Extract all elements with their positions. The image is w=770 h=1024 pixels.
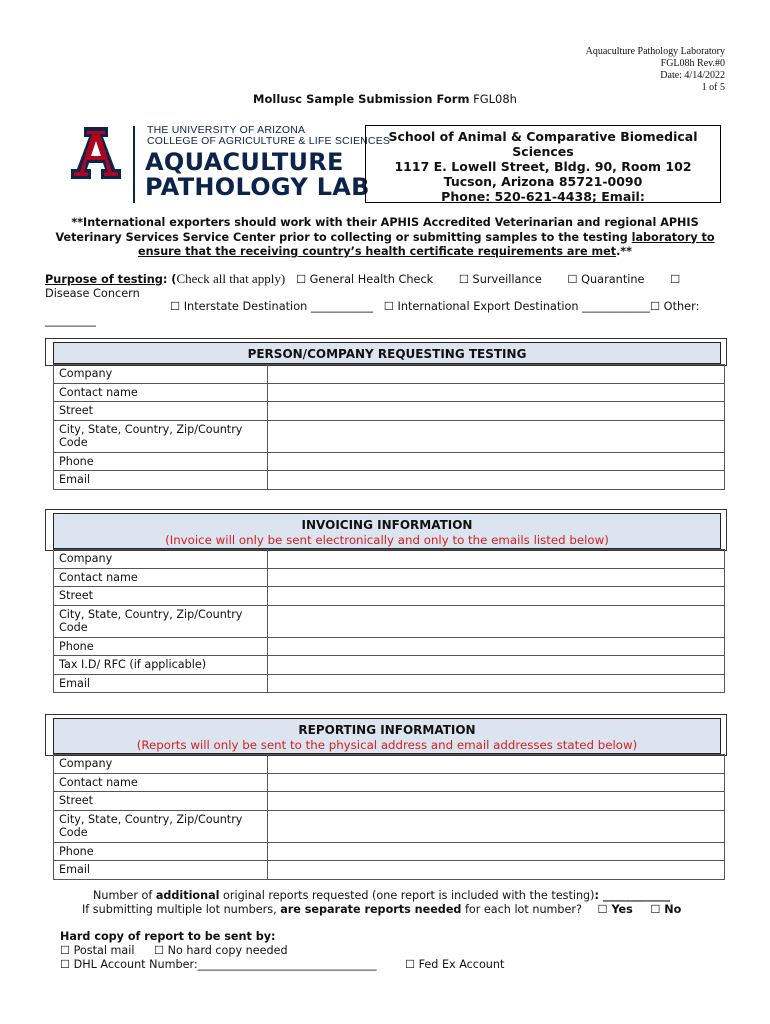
email-field[interactable] xyxy=(268,471,725,490)
phone-field[interactable] xyxy=(268,842,725,861)
row-label: Contact name xyxy=(54,773,268,792)
logo-line-aquaculture: AQUACULTURE xyxy=(145,148,344,176)
logo-lab-name xyxy=(145,150,370,200)
requesting-title: PERSON/COMPANY REQUESTING TESTING xyxy=(247,347,527,361)
hard-copy-options xyxy=(60,944,288,958)
doc-lab: Aquaculture Pathology Laboratory xyxy=(585,46,725,57)
intl-line-3-text: ensure that the receiving country’s health certificate requirements are met xyxy=(137,245,617,258)
form-code: FGL08h xyxy=(473,92,517,106)
email-field[interactable] xyxy=(268,674,725,693)
tax-id-field[interactable] xyxy=(268,656,725,675)
international-note xyxy=(45,216,725,260)
lot-a: If submitting multiple lot numbers, xyxy=(82,903,281,916)
checkbox-postal-mail[interactable]: ☐ Postal mail xyxy=(60,944,135,957)
row-label: Email xyxy=(54,471,268,490)
checkbox-no-hard-copy[interactable]: ☐ No hard copy needed xyxy=(154,944,288,957)
requesting-header-wrap xyxy=(45,338,727,366)
city-field[interactable] xyxy=(268,605,725,637)
row-label: Phone xyxy=(54,637,268,656)
checkbox-fedex[interactable]: ☐ Fed Ex Account xyxy=(405,958,505,971)
company-field[interactable] xyxy=(268,550,725,569)
other-blank[interactable]: _________ xyxy=(45,314,96,327)
form-title-bold: Mollusc Sample Submission Form xyxy=(253,92,470,106)
doc-page: 1 of 5 xyxy=(701,82,725,93)
invoicing-header xyxy=(53,513,721,549)
intl-line-1: **International exporters should work with their APHIS Accredited Veterinarian and regional APHIS xyxy=(71,216,699,229)
purpose-label: Purpose of testing xyxy=(45,273,163,286)
logo-divider xyxy=(133,126,135,203)
logo-line-university: THE UNIVERSITY OF ARIZONA xyxy=(147,124,306,136)
disease-concern-label: Disease Concern xyxy=(45,287,140,300)
street-field[interactable] xyxy=(268,587,725,606)
row-label: Street xyxy=(54,402,268,421)
doc-revision: FGL08h Rev.#0 xyxy=(660,58,725,69)
company-field[interactable] xyxy=(268,365,725,384)
address-line-4: Tucson, Arizona 85721-0090 xyxy=(443,174,643,189)
table-row xyxy=(54,587,725,606)
table-row xyxy=(54,568,725,587)
row-label: Contact name xyxy=(54,383,268,402)
table-row xyxy=(54,420,725,452)
row-label: Contact name xyxy=(54,568,268,587)
table-row xyxy=(54,402,725,421)
additional-reports-field[interactable]: : ____________ xyxy=(594,889,671,902)
checkbox-interstate[interactable]: ☐ Interstate Destination ___________ xyxy=(170,300,373,313)
requesting-header xyxy=(53,342,721,364)
block-a-logo-icon xyxy=(66,125,126,181)
row-label: Company xyxy=(54,755,268,774)
intl-line-2b: laboratory to xyxy=(631,230,715,244)
requesting-table xyxy=(53,364,725,490)
dhl-line xyxy=(60,958,377,972)
address-box xyxy=(365,125,721,203)
row-label: City, State, Country, Zip/Country Code xyxy=(54,810,268,842)
address-line-2: Sciences xyxy=(512,144,574,159)
num-b: additional xyxy=(155,889,220,902)
row-label: Phone xyxy=(54,842,268,861)
reporting-subtitle: (Reports will only be sent to the physical address and email addresses stated below) xyxy=(136,738,638,752)
reporting-header-wrap xyxy=(45,714,727,756)
doc-date: Date: 4/14/2022 xyxy=(660,70,725,81)
invoicing-title: INVOICING INFORMATION xyxy=(301,518,473,532)
checkbox-dhl[interactable]: ☐ DHL Account Number:________________________________ xyxy=(60,958,377,971)
invoicing-subtitle: (Invoice will only be sent electronically and only to the emails listed below) xyxy=(165,533,609,547)
hard-copy-title: Hard copy of report to be sent by: xyxy=(60,930,276,943)
num-a: Number of xyxy=(93,889,156,902)
table-row xyxy=(54,471,725,490)
row-label: City, State, Country, Zip/Country Code xyxy=(54,420,268,452)
lot-numbers-line xyxy=(82,903,681,917)
document-info xyxy=(465,46,725,94)
intl-line-3 xyxy=(45,245,725,260)
logo-university xyxy=(147,125,390,147)
row-label: Tax I.D/ RFC (if applicable) xyxy=(54,656,268,675)
purpose-row-2 xyxy=(170,300,699,313)
table-row xyxy=(54,383,725,402)
checkbox-international-export[interactable]: ☐ International Export Destination ____________ xyxy=(383,300,650,313)
table-row xyxy=(54,842,725,861)
row-label: Street xyxy=(54,792,268,811)
checkbox-other[interactable]: ☐ Other: xyxy=(649,300,700,313)
checkbox-disease-concern[interactable]: ☐ xyxy=(670,273,681,286)
table-row xyxy=(54,773,725,792)
contact-name-field[interactable] xyxy=(268,568,725,587)
checkbox-quarantine[interactable]: ☐ Quarantine xyxy=(567,273,645,286)
invoicing-header-wrap xyxy=(45,509,727,551)
phone-field[interactable] xyxy=(268,452,725,471)
reporting-header xyxy=(53,718,721,754)
logo-line-pathology: PATHOLOGY LAB xyxy=(145,173,370,201)
reporting-table xyxy=(53,754,725,880)
checkbox-no[interactable]: ☐ No xyxy=(650,903,682,916)
logo-line-college: COLLEGE OF AGRICULTURE & LIFE SCIENCES xyxy=(147,135,391,147)
lot-c: for each lot number? xyxy=(461,903,582,916)
row-label: City, State, Country, Zip/Country Code xyxy=(54,605,268,637)
street-field[interactable] xyxy=(268,792,725,811)
additional-reports-line xyxy=(93,889,670,903)
table-row xyxy=(54,365,725,384)
lot-b: are separate reports needed xyxy=(280,903,462,916)
intl-line-3-end: .** xyxy=(616,245,633,258)
table-row xyxy=(54,755,725,774)
fedex-line xyxy=(405,958,504,972)
email-field[interactable] xyxy=(268,861,725,880)
row-label: Street xyxy=(54,587,268,606)
row-label: Phone xyxy=(54,452,268,471)
intl-line-2 xyxy=(45,231,725,246)
table-row xyxy=(54,637,725,656)
purpose-check-all: Check all that apply) xyxy=(176,271,286,286)
table-row xyxy=(54,674,725,693)
city-field[interactable] xyxy=(268,420,725,452)
address-line-3: 1117 E. Lowell Street, Bldg. 90, Room 102 xyxy=(394,159,692,174)
intl-line-2a: Veterinary Services Service Center prior to collecting or submitting samples to the testing xyxy=(55,230,632,244)
phone-field[interactable] xyxy=(268,637,725,656)
row-label: Company xyxy=(54,365,268,384)
table-row xyxy=(54,792,725,811)
university-logo xyxy=(66,124,391,205)
table-row xyxy=(54,656,725,675)
company-field[interactable] xyxy=(268,755,725,774)
row-label: Company xyxy=(54,550,268,569)
purpose-colon: : ( xyxy=(162,273,177,286)
form-title xyxy=(0,92,770,106)
table-row xyxy=(54,861,725,880)
table-row xyxy=(54,550,725,569)
street-field[interactable] xyxy=(268,402,725,421)
table-row xyxy=(54,452,725,471)
invoicing-table xyxy=(53,549,725,693)
checkbox-yes[interactable]: ☐ Yes xyxy=(597,903,633,916)
num-c: original reports requested (one report is included with the testing) xyxy=(219,889,595,902)
row-label: Email xyxy=(54,861,268,880)
checkbox-general-health[interactable]: ☐ General Health Check xyxy=(295,273,434,286)
table-row xyxy=(54,810,725,842)
purpose-of-testing xyxy=(45,272,735,301)
address-line-1: School of Animal & Comparative Biomedical xyxy=(388,129,698,144)
row-label: Email xyxy=(54,674,268,693)
city-field[interactable] xyxy=(268,810,725,842)
checkbox-surveillance[interactable]: ☐ Surveillance xyxy=(458,273,542,286)
contact-name-field[interactable] xyxy=(268,773,725,792)
address-line-5: Phone: 520-621-4438; Email: xyxy=(441,189,645,204)
table-row xyxy=(54,605,725,637)
reporting-title: REPORTING INFORMATION xyxy=(298,723,476,737)
contact-name-field[interactable] xyxy=(268,383,725,402)
